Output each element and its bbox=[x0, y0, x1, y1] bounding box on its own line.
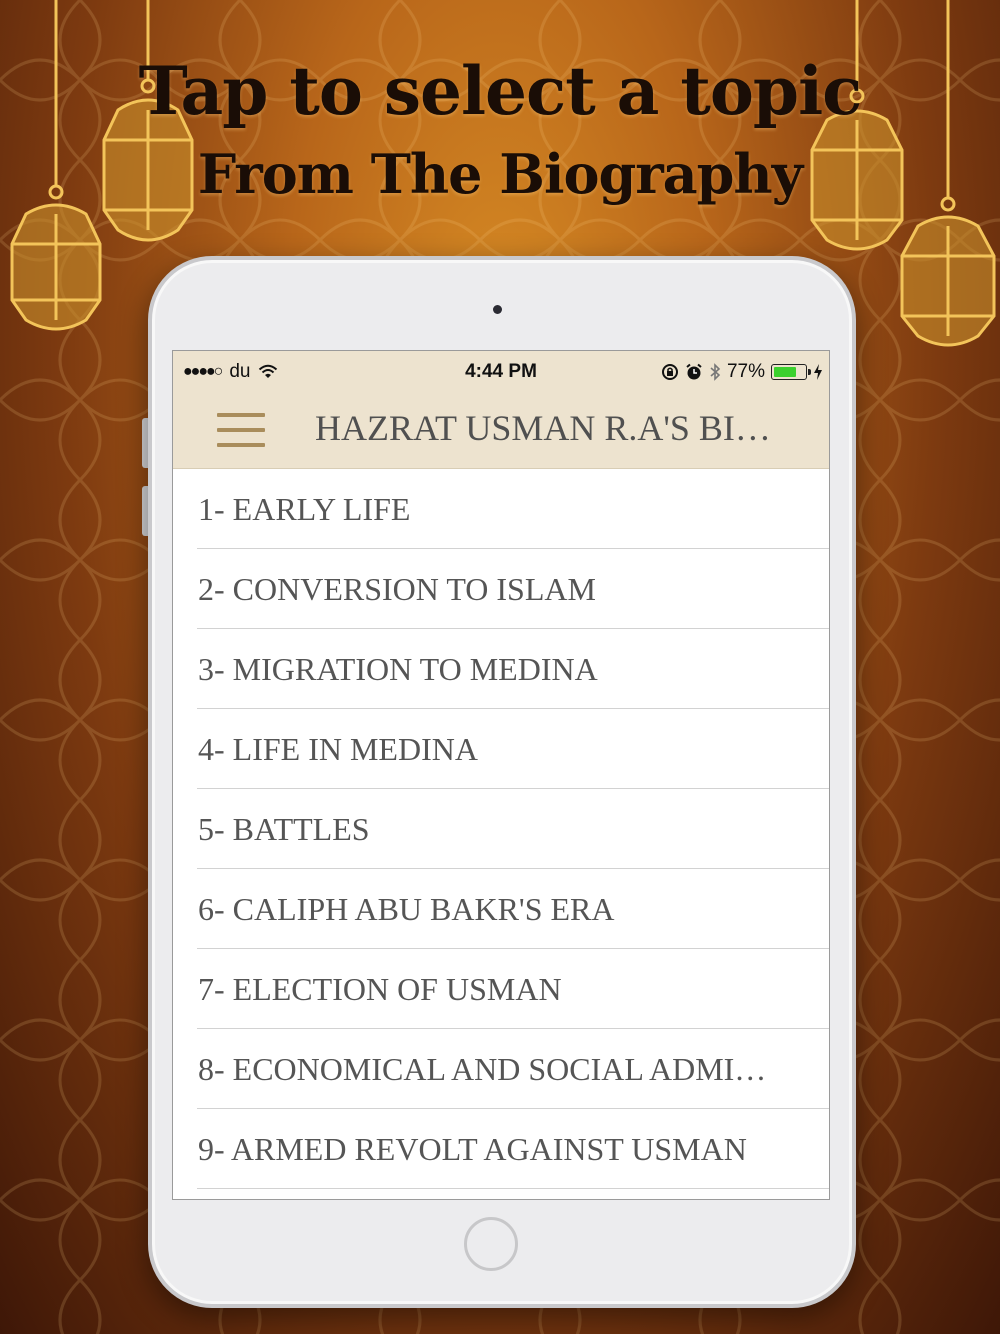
rotation-lock-icon bbox=[661, 363, 679, 381]
home-button[interactable] bbox=[464, 1217, 518, 1271]
status-time: 4:44 PM bbox=[465, 361, 537, 382]
list-item-migration-to-medina[interactable]: 3- MIGRATION TO MEDINA bbox=[197, 629, 829, 709]
battery-icon bbox=[771, 364, 807, 380]
topic-list bbox=[173, 469, 829, 1189]
bluetooth-icon bbox=[709, 363, 721, 381]
page-title: HAZRAT USMAN R.A'S BI… bbox=[315, 408, 771, 448]
list-item-armed-revolt-against-usman[interactable]: 9- ARMED REVOLT AGAINST USMAN bbox=[197, 1109, 829, 1189]
alarm-icon bbox=[685, 363, 703, 381]
list-item-conversion-to-islam[interactable]: 2- CONVERSION TO ISLAM bbox=[197, 549, 829, 629]
list-item-economical-and-social-administration[interactable]: 8- ECONOMICAL AND SOCIAL ADMI… bbox=[197, 1029, 829, 1109]
status-bar bbox=[173, 351, 829, 393]
hamburger-menu-icon[interactable] bbox=[213, 411, 269, 451]
app-screen bbox=[172, 350, 830, 1200]
charging-bolt-icon bbox=[813, 363, 823, 381]
list-item-early-life[interactable]: 1- EARLY LIFE bbox=[197, 469, 829, 549]
front-camera bbox=[493, 305, 502, 314]
list-item-battles[interactable]: 5- BATTLES bbox=[197, 789, 829, 869]
battery-percent: 77% bbox=[726, 361, 765, 382]
list-item-life-in-medina[interactable]: 4- LIFE IN MEDINA bbox=[197, 709, 829, 789]
headline-line-1: Tap to select a topic bbox=[138, 52, 862, 130]
headline-line-2: From The Biography bbox=[197, 142, 803, 206]
list-item-caliph-abu-bakrs-era[interactable]: 6- CALIPH ABU BAKR'S ERA bbox=[197, 869, 829, 949]
navigation-bar bbox=[173, 393, 829, 469]
carrier-name: du bbox=[229, 361, 251, 382]
battery-level-fill bbox=[774, 367, 796, 377]
list-item-election-of-usman[interactable]: 7- ELECTION OF USMAN bbox=[197, 949, 829, 1029]
signal-strength-icon: ●●●●○ bbox=[183, 363, 222, 380]
